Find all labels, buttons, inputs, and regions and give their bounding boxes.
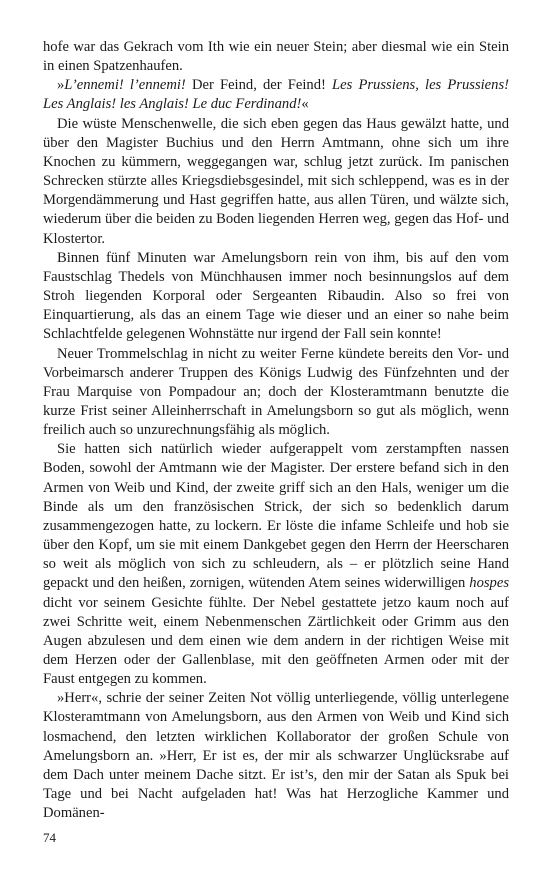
paragraph: [43, 689, 509, 823]
text-run: Sie hatten sich natürlich wieder aufgerappelt vom zerstampften nassen Boden, sowohl der Amtmann wie der Magister. Der erstere befand sich in den Armen von Weib und Kind, der zweite griff sich an den Hals, weniger um die Binde als um den französischen Strick, der sich so bedenklich darum zusammengezogen hatte, zu lockern. Er löste die infame Schleife und hob sie über den Kopf, um sie mit einem Dankgebet gegen den Herrn der Heerscharen so weit als möglich von sich zu schleudern, als – er plötzlich seine Hand gepackt und den heißen, zornigen, wütenden Atem seines widerwilligen: [43, 441, 509, 592]
paragraph: [43, 440, 509, 689]
text-run: »: [57, 77, 65, 94]
book-page-body: [43, 38, 509, 823]
italic-text: Les Prussiens, les Prussiens! Les Anglais! les Anglais! Le duc Ferdinand!: [43, 77, 509, 113]
page-number: 74: [43, 830, 56, 845]
paragraph: [43, 249, 509, 345]
paragraph: [43, 345, 509, 441]
paragraph: [43, 115, 509, 249]
paragraph: [43, 38, 509, 76]
italic-text: hospes: [469, 575, 509, 592]
paragraph: [43, 76, 509, 114]
text-run: Neuer Trommelschlag in nicht zu weiter Ferne kündete bereits den Vor- und Vorbeimarsch anderer Truppen des Königs Ludwig des Fünfzehnten und der Frau Marquise von Pompadour an; doch der Klosteramtmann benutzte die kurze Frist seiner Alleinherrschaft in Amelungsborn so gut als möglich, wenn freilich auch so unzurechnungsfähig als möglich.: [43, 345, 509, 439]
text-run: «: [301, 96, 309, 113]
text-run: Die wüste Menschenwelle, die sich eben gegen das Haus gewälzt hatte, und über den Magister Buchius und den Herrn Amtmann, ohne sich um ihre Knochen zu kümmern, weggegangen war, schlug jetzt zurück. Im panischen Schrecken stürzte alles Kriegsdiebsgesindel, mit sich schleppend, was es in der Morgendämmerung und Hast gegriffen hatte, aus allen Türen, und wälzte sich, wiederum über die beiden zu Boden liegenden Herren weg, gegen das Hof- und Klostertor.: [43, 115, 509, 247]
text-run: dicht vor seinem Gesichte fühlte. Der Nebel gestattete jetzo kaum noch auf zwei Schritte weit, einem Nebenmenschen Zärtlichkeit oder Grimm aus den Augen abzulesen und dem einen wie dem andern in der richtigen Weise mit dem Herzen oder der Gallenblase, mit den geöffneten Armen oder mit der Faust entgegen zu kommen.: [43, 594, 509, 688]
text-run: Binnen fünf Minuten war Amelungsborn rein von ihm, bis auf den vom Faustschlag Thedels von Münchhausen immer noch besinnungslos auf dem Stroh liegenden Korporal oder Sergeanten Ribaudin. Also so frei von Einquartierung, als das an einem Tage wie dieser und an einer so nahe beim Schlachtfelde gelegenen Wohnstätte nur irgend der Fall sein konnte!: [43, 249, 509, 343]
italic-text: L’ennemi! l’ennemi!: [64, 77, 186, 94]
text-run: hofe war das Gekrach vom Ith wie ein neuer Stein; aber diesmal wie ein Stein in einen Spatzenhaufen.: [43, 39, 509, 75]
text-run: »Herr«, schrie der seiner Zeiten Not völlig unterliegende, völlig unterlegene Klosteramtmann von Amelungsborn, aus den Armen von Weib und Kind sich losmachend, den letzten wirklichen Kollaborator der großen Schule von Amelungsborn an. »Herr, Er ist es, der mir als schwarzer Unglücksrabe auf dem Dach unter meinem Dache sitzt. Er ist’s, den mir der Satan als Spuk bei Tage und bei Nacht aufgeladen hat! Was hat Herzogliche Kammer und Domänen-: [43, 690, 509, 822]
text-run: Der Feind, der Feind!: [185, 77, 333, 94]
